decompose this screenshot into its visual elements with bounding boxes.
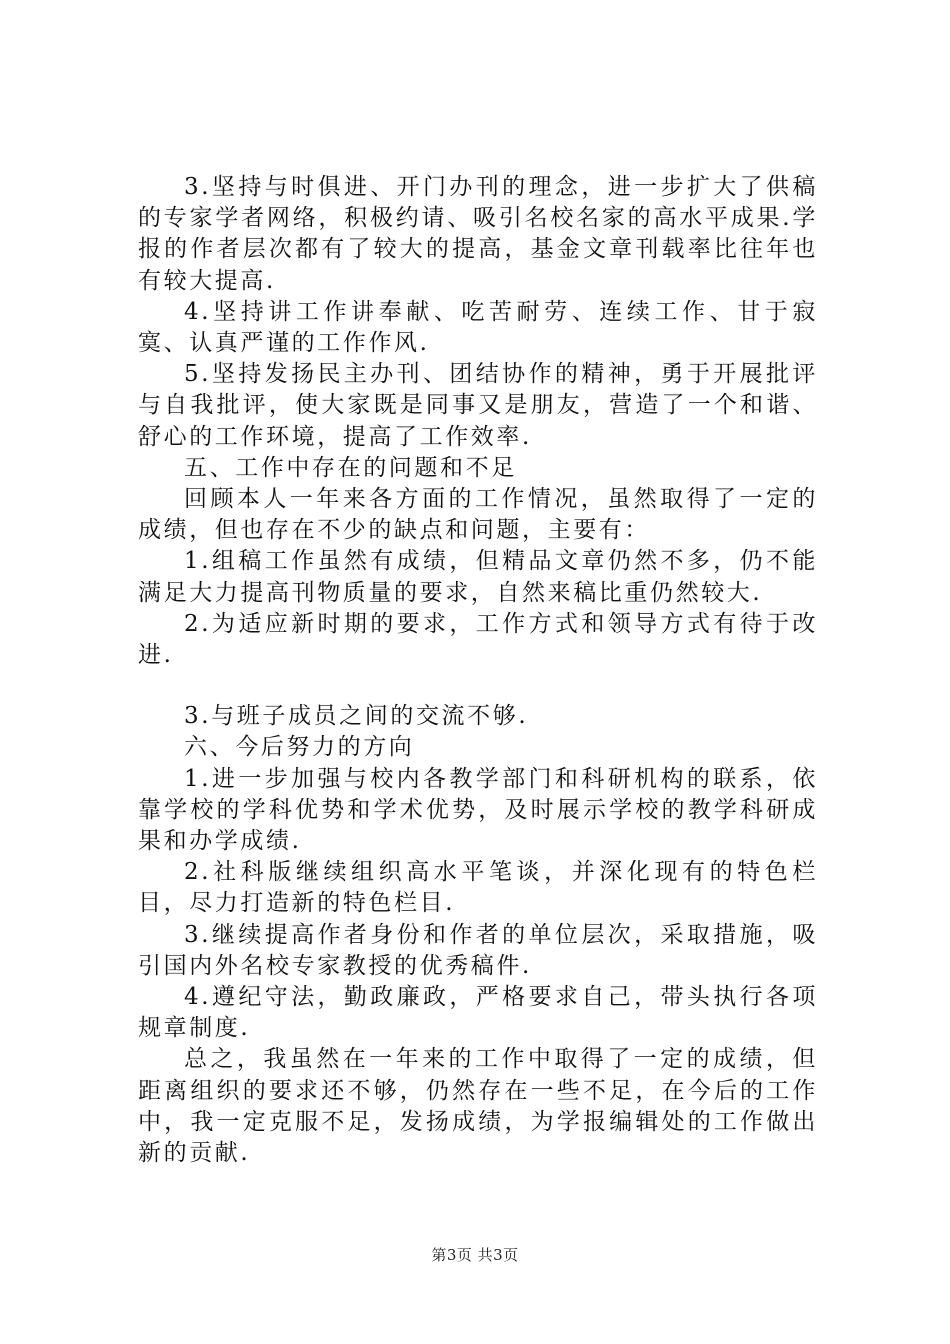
document-body (138, 172, 818, 1169)
section-heading-future: 六、今后努力的方向 (184, 734, 415, 761)
paragraph-future-3: 3.继续提高作者身份和作者的单位层次，采取措施，吸引国内外名校专家教授的优秀稿件. (138, 921, 818, 979)
paragraph-problem-3: 3.与班子成员之间的交流不够. (184, 703, 529, 730)
paragraph-future-2: 2.社科版继续组织高水平笔谈，并深化现有的特色栏目，尽力打造新的特色栏目. (138, 859, 818, 917)
paragraph-problem-1: 1.组稿工作虽然有成绩，但精品文章仍然不多，仍不能满足大力提高刊物质量的要求，自然来稿比重仍然较大. (138, 548, 818, 606)
section-heading-problems: 五、工作中存在的问题和不足 (184, 454, 517, 481)
paragraph-future-1: 1.进一步加强与校内各教学部门和科研机构的联系，依靠学校的学科优势和学术优势，及时展示学校的教学科研成果和办学成绩. (138, 765, 818, 855)
page-number-footer: 第3页 共3页 (431, 1246, 519, 1264)
paragraph-future-4: 4.遵纪守法，勤政廉政，严格要求自己，带头执行各项规章制度. (138, 984, 818, 1042)
paragraph-review-intro: 回顾本人一年来各方面的工作情况，虽然取得了一定的成绩，但也存在不少的缺点和问题，主要有： (138, 486, 818, 544)
paragraph-item-4-work-style: 4.坚持讲工作讲奉献、吃苦耐劳、连续工作、甘于寂寞、认真严谨的工作作风. (138, 298, 818, 357)
paragraph-problem-2: 2.为适应新时期的要求，工作方式和领导方式有待于改进. (138, 610, 818, 669)
paragraph-item-5-democracy: 5.坚持发扬民主办刊、团结协作的精神，勇于开展批评与自我批评，使大家既是同事又是朋友，营造了一个和谐、舒心的工作环境，提高了工作效率. (138, 361, 818, 450)
paragraph-conclusion: 总之，我虽然在一年来的工作中取得了一定的成绩，但距离组织的要求还不够，仍然存在一些不足，在今后的工作中，我一定克服不足，发扬成绩，为学报编辑处的工作做出新的贡献. (138, 1046, 818, 1167)
paragraph-item-3-open-journal: 3.坚持与时俱进、开门办刊的理念，进一步扩大了供稿的专家学者网络，积极约请、吸引名校名家的高水平成果.学报的作者层次都有了较大的提高，基金文章刊载率比往年也有较大提高. (138, 174, 818, 294)
